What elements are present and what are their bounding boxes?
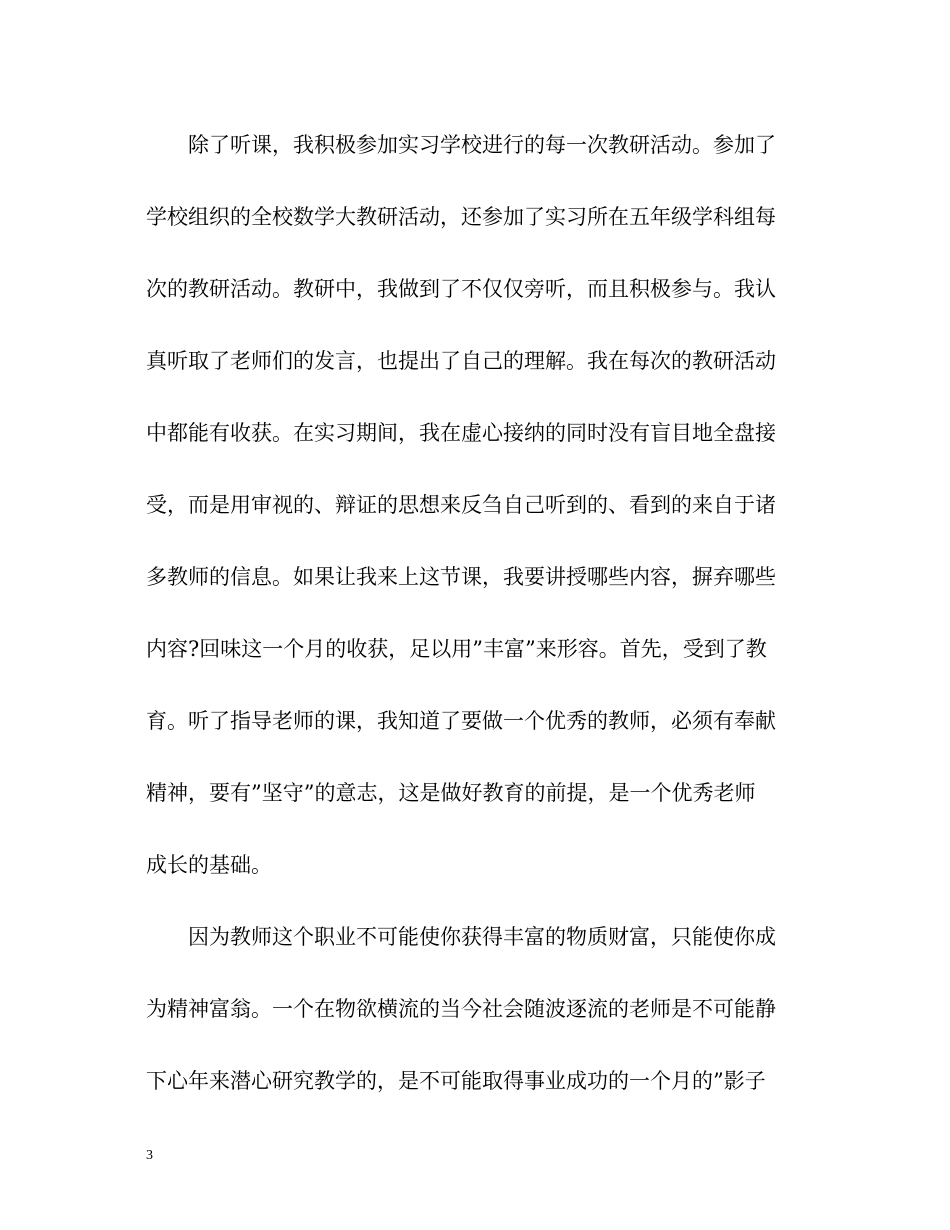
paragraph-1-line-11: 成长的基础。 [146,853,272,877]
paragraph-2-line-1: 因为教师这个职业不可能使你获得丰富的物质财富，只能使你成 [188,925,776,949]
paragraph-1-line-3: 次的教研活动。教研中，我做到了不仅仅旁听，而且积极参与。我认 [146,277,776,301]
paragraph-1-line-4: 真听取了老师们的发言，也提出了自己的理解。我在每次的教研活动 [146,349,776,373]
paragraph-1-line-1: 除了听课，我积极参加实习学校进行的每一次教研活动。参加了 [188,133,776,157]
paragraph-1-line-7: 多教师的信息。如果让我来上这节课，我要讲授哪些内容，摒弃哪些 [146,565,776,589]
paragraph-2-line-2: 为精神富翁。一个在物欲横流的当今社会随波逐流的老师是不可能静 [146,997,776,1021]
paragraph-1-line-9: 育。听了指导老师的课，我知道了要做一个优秀的教师，必须有奉献 [146,709,776,733]
paragraph-1-line-8: 内容?回味这一个月的收获，足以用”丰富”来形容。首先，受到了教 [146,637,767,661]
paragraph-2-line-3: 下心年来潜心研究教学的，是不可能取得事业成功的一个月的”影子 [146,1069,766,1093]
paragraph-1-line-5: 中都能有收获。在实习期间，我在虚心接纳的同时没有盲目地全盘接 [146,421,776,445]
paragraph-1-line-2: 学校组织的全校数学大教研活动，还参加了实习所在五年级学科组每 [146,205,776,229]
page-number: 3 [146,1148,153,1163]
paragraph-1-line-6: 受，而是用审视的、辩证的思想来反刍自己听到的、看到的来自于诸 [146,493,776,517]
paragraph-1-line-10: 精神，要有”坚守”的意志，这是做好教育的前提，是一个优秀老师 [146,781,756,805]
